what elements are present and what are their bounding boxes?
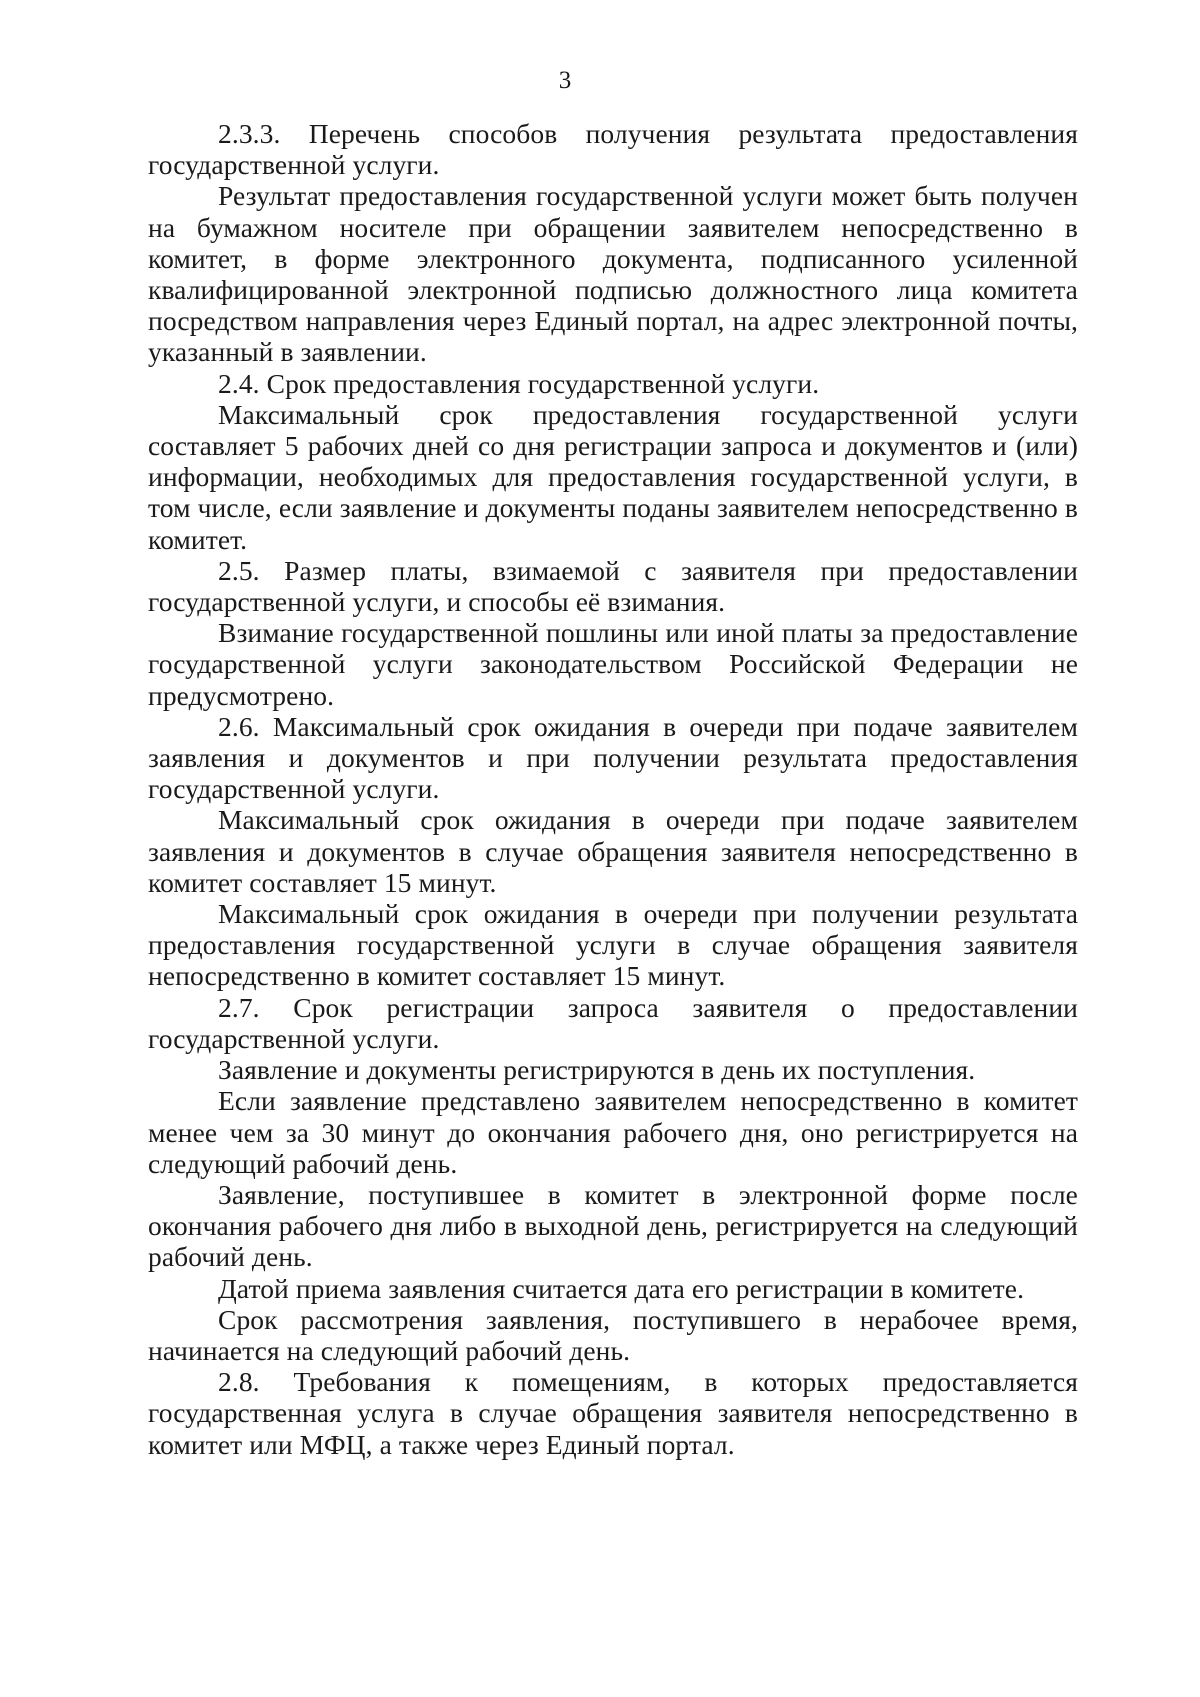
- paragraph-2-4-heading: 2.4. Срок предоставления государственной услуги.: [218, 367, 820, 399]
- paragraph-electronic-submission: Заявление, поступившее в комитет в электронной форме после окончания рабочего дня либо в выходной день, регистрируется на следующий рабочий день.: [148, 1178, 1078, 1273]
- paragraph-max-term: Максимальный срок предоставления государственной услуги составляет 5 рабочих дней со дня регистрации запроса и документов и (или) информации, необходимых для предоставления государственной услуги, в том числе, если заявление и документы поданы заявителем непосредственно в комитет.: [148, 398, 1078, 555]
- paragraph-review-term: Срок рассмотрения заявления, поступившего в нерабочее время, начинается на следующий рабочий день.: [148, 1303, 1078, 1366]
- paragraph-2-8-heading: 2.8. Требования к помещениям, в которых предоставляется государственная услуга в случае обращения заявителя непосредственно в комитет или МФЦ, а также через Единый портал.: [148, 1366, 1078, 1460]
- paragraph-2-7-heading: 2.7. Срок регистрации запроса заявителя о предоставлении государственной услуги.: [148, 991, 1078, 1054]
- paragraph-2-5-heading: 2.5. Размер платы, взимаемой с заявителя при предоставлении государственной услуги, и способы её взимания.: [148, 554, 1078, 618]
- paragraph-late-submission: Если заявление представлено заявителем непосредственно в комитет менее чем за 30 минут до окончания рабочего дня, оно регистрируется на следующий рабочий день.: [148, 1085, 1078, 1179]
- paragraph-2-6-heading: 2.6. Максимальный срок ожидания в очереди при подаче заявителем заявления и документов и при получении результата предоставления государственной услуги.: [148, 710, 1078, 805]
- paragraph-2-3-3-heading: 2.3.3. Перечень способов получения результата предоставления государственной услуги.: [148, 118, 1078, 181]
- paragraph-fee: Взимание государственной пошлины или иной платы за предоставление государственной услуги законодательством Российской Федерации не предусмотрено.: [148, 617, 1078, 711]
- paragraph-queue-result: Максимальный срок ожидания в очереди при получении результата предоставления государственной услуги в случае обращения заявителя непосредственно в комитет составляет 15 минут.: [148, 898, 1078, 992]
- paragraph-queue-submission: Максимальный срок ожидания в очереди при подаче заявителем заявления и документов в случае обращения заявителя непосредственно в комитет составляет 15 минут.: [148, 804, 1078, 898]
- document-body: [148, 118, 1078, 1460]
- paragraph-receipt-date: Датой приема заявления считается дата его регистрации в комитете.: [218, 1272, 1025, 1304]
- paragraph-result-methods: Результат предоставления государственной услуги может быть получен на бумажном носителе при обращении заявителем непосредственно в комитет, в форме электронного документа, подписанного усиленной квалифицированной электронной подписью должностного лица комитета посредством направления через Единый портал, на адрес электронной почты, указанный в заявлении.: [148, 180, 1078, 368]
- paragraph-registration-day: Заявление и документы регистрируются в день их поступления.: [218, 1054, 976, 1086]
- page-number: 3: [558, 67, 572, 94]
